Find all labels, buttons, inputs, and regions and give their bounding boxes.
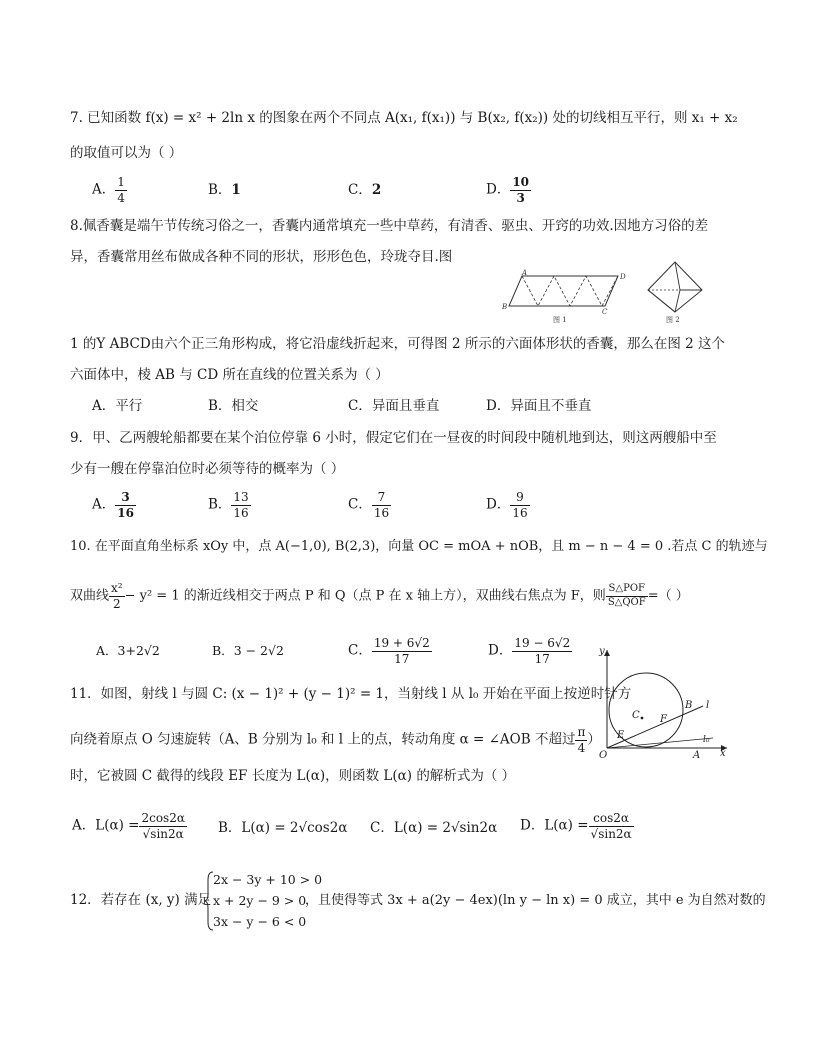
fig1-label-c: C (602, 308, 608, 316)
q9-option-d[interactable] (486, 491, 530, 519)
fraction (372, 491, 391, 519)
q7-option-d[interactable] (486, 176, 531, 204)
q12-stem-post: ，且使得等式 3x + a(2y − 4ex)(ln y − ln x) = 0 成立，其中 e 为自然对数的 (305, 893, 766, 908)
system-ineq-2: x + 2y − 9 > 0 (213, 893, 307, 908)
q8-stem-line1: 8.佩香囊是端午节传统习俗之一，香囊内通常填充一些中草药，有清香、驱虫、开窍的功效.因地方习俗的差 (70, 218, 709, 234)
option-label: A． (72, 817, 96, 834)
option-label: A． (96, 643, 118, 658)
fraction (575, 726, 587, 754)
q8-stem-line3: 1 的Y ABCD由六个正三角形构成，将它沿虚线折起来，可得图 2 所示的六面体形状的香囊，那么在图 2 这个 (70, 336, 725, 352)
fraction (109, 582, 125, 610)
denominator: √sin2α (590, 826, 632, 841)
q8-stem-line2: 异，香囊常用丝布做成各种不同的形状，形形色色，玲珑夺目.图 (70, 249, 453, 265)
q11-figure (595, 644, 735, 762)
denominator: 2 (112, 596, 121, 611)
q7-stem-line2: 的取值可以为（ ） (70, 145, 183, 161)
text-run: 双曲线 (70, 588, 110, 604)
fraction (115, 176, 127, 204)
fig-label-y: y (599, 646, 605, 657)
numerator: S△POF (606, 584, 648, 597)
option-text: L(α) = 2√cos2α (241, 820, 348, 836)
q7-option-b[interactable] (208, 184, 241, 198)
option-label: B． (208, 496, 232, 513)
q9-option-b[interactable] (208, 491, 251, 519)
q10-option-c[interactable] (348, 637, 432, 665)
q10-option-a[interactable] (96, 645, 160, 658)
text-run: − y² = 1 的渐近线相交于两点 P 和 Q（点 P 在 x 轴上方），双曲线右焦点为 F，则 (124, 588, 606, 604)
option-label: D． (488, 642, 513, 659)
numerator: π (577, 725, 586, 739)
denominator: 16 (117, 505, 134, 520)
fraction (510, 491, 529, 519)
fig1-label-a: A (522, 269, 528, 277)
option-text: 1 (231, 182, 241, 198)
figure2-hexahedron (640, 260, 710, 324)
option-text: 3+2√2 (117, 643, 160, 658)
q9-option-a[interactable] (92, 491, 136, 519)
q8-stem-line4: 六面体中，棱 AB 与 CD 所在直线的位置关系为（ ） (70, 367, 389, 383)
q12-stem-pre: 12．若存在 (x, y) 满足 (70, 892, 212, 908)
q7-option-c[interactable] (348, 184, 381, 198)
fraction (231, 491, 250, 519)
denominator: 16 (512, 505, 528, 520)
q11-option-d[interactable] (520, 812, 634, 840)
numerator: 19 − 6√2 (514, 636, 571, 650)
text-run: ） (587, 731, 601, 748)
option-label: A． (92, 496, 116, 513)
q10-option-b[interactable] (212, 645, 284, 658)
fraction (510, 176, 531, 204)
fraction (606, 584, 648, 608)
system-ineq-1: 2x − 3y + 10 > 0 (213, 872, 323, 887)
q10-stem-line2 (70, 582, 689, 610)
denominator: 16 (373, 505, 390, 520)
fig-label-a: A (693, 750, 701, 761)
q11-option-b[interactable] (218, 822, 347, 836)
numerator: 10 (512, 175, 530, 189)
option-label: C． (370, 820, 394, 836)
denominator: 4 (117, 190, 125, 205)
system-ineq-3: 3x − y − 6 < 0 (213, 914, 307, 929)
option-text: 2 (371, 182, 382, 198)
option-text: L(α) = (544, 817, 589, 834)
fig-label-l0: l₀ (703, 735, 710, 745)
option-label: B． (212, 643, 234, 658)
option-label: B． (208, 182, 232, 198)
figure1-parallelogram (500, 268, 630, 326)
numerator: 19 + 6√2 (373, 636, 430, 650)
option-label: C． (348, 642, 372, 659)
q9-stem-line1: 9．甲、乙两艘轮船都要在某个泊位停靠 6 小时，假定它们在一昼夜的时间段中随机地到达，则这两艘船中至 (70, 430, 717, 446)
fraction (139, 812, 186, 840)
fig1-label-b: B (502, 303, 508, 311)
option-label: C． (348, 182, 372, 198)
q11-option-a[interactable] (72, 812, 187, 840)
option-text: L(α) = (95, 817, 140, 834)
fig-label-f: F (660, 714, 667, 725)
q11-stem-line3: 时，它被圆 C 截得的线段 EF 长度为 L(α)，则函数 L(α) 的解析式为（ ） (70, 768, 516, 784)
q11-option-c[interactable] (370, 822, 497, 836)
q9-option-c[interactable] (348, 491, 391, 519)
numerator: 3 (115, 491, 136, 506)
fig-label-e: E (617, 730, 625, 741)
denominator: √sin2α (142, 826, 184, 841)
option-label: C． (348, 496, 372, 513)
numerator: x² (111, 581, 123, 595)
q8-option-c[interactable]: C．异面且垂直 (348, 398, 440, 414)
q7-option-a[interactable] (92, 176, 127, 204)
denominator: S△QOF (607, 596, 646, 608)
fig1-caption: 图 1 (553, 316, 567, 324)
denominator: 16 (233, 505, 249, 520)
fraction (372, 637, 432, 665)
fig-label-c: C (632, 710, 640, 721)
q8-option-d[interactable]: D．异面且不垂直 (486, 398, 592, 414)
option-text: L(α) = 2√sin2α (393, 820, 498, 836)
fraction (115, 491, 136, 519)
denominator: 3 (516, 190, 525, 205)
option-label: D． (486, 181, 511, 198)
option-label: A． (92, 181, 116, 198)
numerator: 9 (510, 491, 529, 506)
fraction (589, 812, 634, 840)
numerator: cos2α (589, 812, 634, 827)
fig-label-o: O (599, 750, 608, 761)
denominator: 17 (394, 651, 410, 666)
fig-label-b: B (685, 700, 693, 711)
q11-stem-line1: 11．如图，射线 l 与圆 C: (x − 1)² + (y − 1)² = 1，当射线 l 从 l₀ 开始在平面上按逆时针方 (70, 686, 632, 702)
fig-label-l: l (706, 700, 710, 711)
q10-stem-line1: 10. 在平面直角坐标系 xOy 中，点 A(−1,0), B(2,3)，向量 OC = mOA + nOB，且 m − n − 4 = 0 .若点 C 的轨迹与 (70, 539, 768, 554)
option-label: D． (520, 817, 545, 834)
q9-stem-line2: 少有一艘在停靠泊位时必须等待的概率为（ ） (70, 461, 345, 477)
option-text: 3 − 2√2 (233, 643, 284, 658)
q7-stem-line1: 7. 已知函数 f(x) = x² + 2ln x 的图象在两个不同点 A(x₁, f(x₁)) 与 B(x₂, f(x₂)) 处的切线相互平行，则 x₁ + x₂ (70, 110, 738, 126)
fig1-label-d: D (620, 273, 626, 281)
q8-option-b[interactable]: B．相交 (208, 398, 259, 414)
text-run: =（ ） (647, 588, 689, 604)
q8-option-a[interactable]: A．平行 (92, 398, 143, 414)
fig2-caption: 图 2 (666, 316, 680, 324)
text-run: 向绕着原点 O 匀速旋转（A、B 分别为 l₀ 和 l 上的点，转动角度 α = ∠AOB 不超过 (70, 731, 576, 748)
denominator: 17 (534, 651, 550, 666)
numerator: 7 (372, 491, 391, 506)
fig-label-x: x (720, 748, 726, 759)
fraction (512, 637, 572, 665)
option-label: B． (218, 820, 242, 836)
q11-stem-line2 (70, 726, 601, 754)
option-label: D． (486, 496, 511, 513)
q10-option-d[interactable] (488, 637, 572, 665)
denominator: 4 (577, 740, 586, 755)
numerator: 2cos2α (141, 811, 185, 825)
numerator: 1 (117, 175, 125, 189)
numerator: 13 (233, 490, 249, 504)
